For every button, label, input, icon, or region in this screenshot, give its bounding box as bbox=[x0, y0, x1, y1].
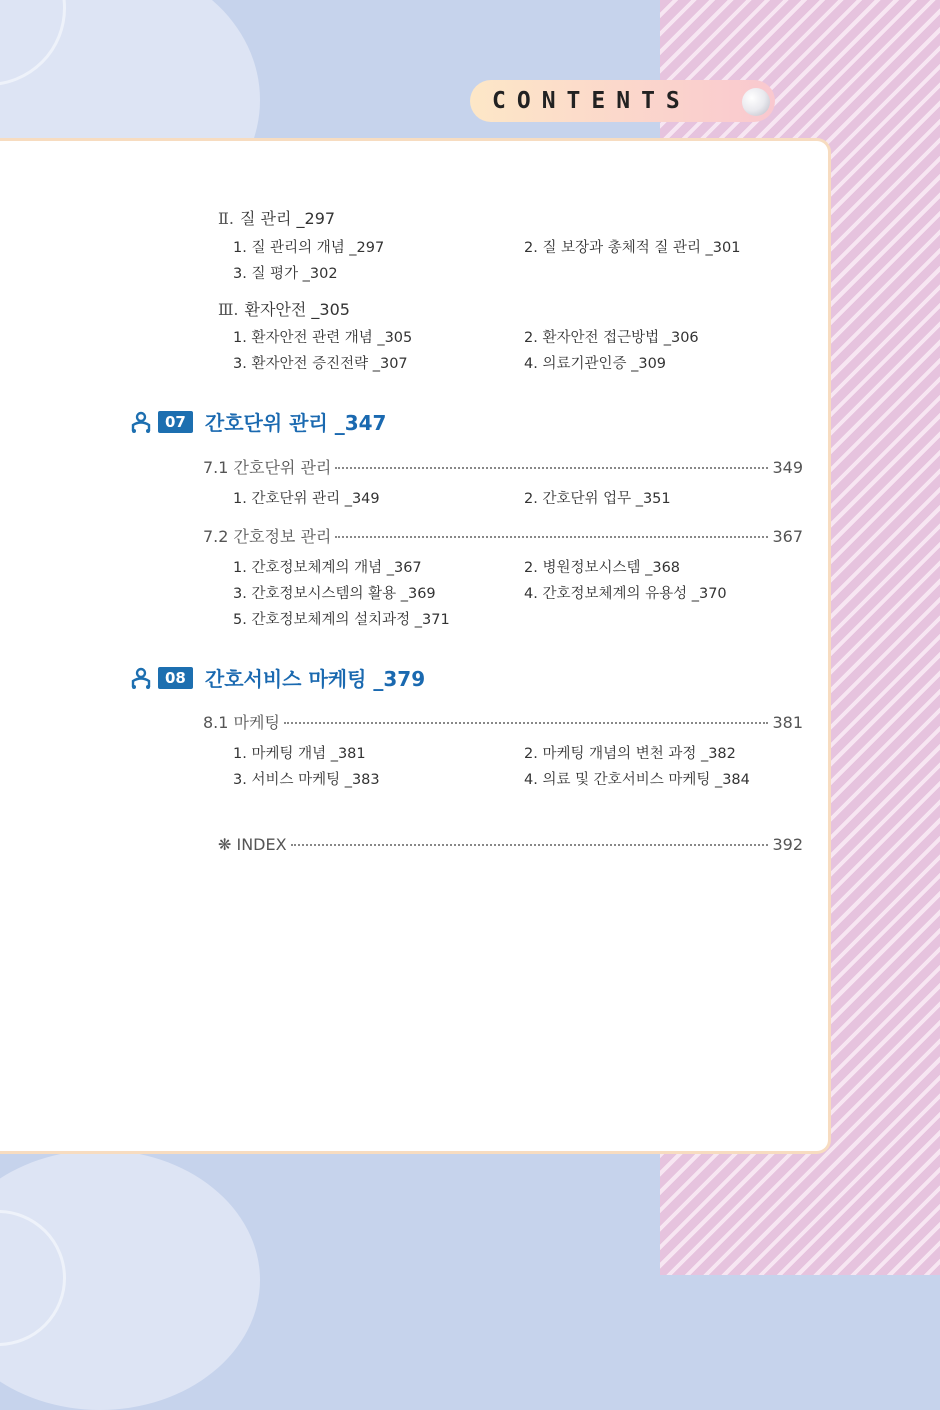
toc-item[interactable]: 2. 병원정보시스템 _368 bbox=[524, 560, 681, 576]
toc-item[interactable]: 2. 마케팅 개념의 변천 과정 _382 bbox=[524, 746, 736, 762]
chapter-heading[interactable] bbox=[130, 407, 386, 436]
chapter-number: 07 bbox=[158, 411, 193, 433]
chapter-title: 간호단위 관리 _347 bbox=[204, 411, 387, 435]
chapter-heading[interactable] bbox=[130, 663, 425, 692]
toc-item[interactable]: 1. 간호정보체계의 개념 _367 bbox=[233, 560, 422, 576]
toc-item[interactable]: 1. 마케팅 개념 _381 bbox=[233, 746, 366, 762]
chapter-title: 간호서비스 마케팅 _379 bbox=[204, 667, 426, 691]
leader-dots bbox=[335, 536, 768, 538]
section-heading[interactable]: Ⅱ. 질 관리 _297 bbox=[218, 209, 336, 228]
toc-section-row[interactable]: 7.1 간호단위 관리 349 bbox=[203, 458, 803, 477]
toc-item[interactable]: 3. 서비스 마케팅 _383 bbox=[233, 772, 380, 788]
toc-item[interactable]: 3. 환자안전 증진전략 _307 bbox=[233, 356, 408, 372]
toc-item[interactable]: 1. 질 관리의 개념 _297 bbox=[233, 240, 385, 256]
leader-dots bbox=[291, 844, 769, 846]
chapter-number: 08 bbox=[158, 667, 193, 689]
leader-dots bbox=[335, 467, 768, 469]
contents-title: CONTENTS bbox=[492, 88, 691, 114]
toc-item[interactable]: 1. 환자안전 관련 개념 _305 bbox=[233, 330, 413, 346]
toc-item[interactable]: 2. 간호단위 업무 _351 bbox=[524, 491, 671, 507]
toc-section-row[interactable]: 7.2 간호정보 관리 367 bbox=[203, 527, 803, 546]
toc-item[interactable]: 2. 질 보장과 총체적 질 관리 _301 bbox=[524, 240, 741, 256]
toc-item[interactable]: 4. 간호정보체계의 유용성 _370 bbox=[524, 586, 727, 602]
toc-index-row[interactable]: ❋ INDEX 392 bbox=[218, 835, 803, 854]
person-icon bbox=[130, 411, 152, 433]
toc-item[interactable]: 4. 의료기관인증 _309 bbox=[524, 356, 667, 372]
toc-item[interactable]: 1. 간호단위 관리 _349 bbox=[233, 491, 380, 507]
toc-item[interactable]: 3. 간호정보시스템의 활용 _369 bbox=[233, 586, 436, 602]
toc-item[interactable]: 5. 간호정보체계의 설치과정 _371 bbox=[233, 612, 450, 628]
toc-item[interactable]: 2. 환자안전 접근방법 _306 bbox=[524, 330, 699, 346]
toc-section-row[interactable]: 8.1 마케팅 381 bbox=[203, 713, 803, 732]
contents-header bbox=[470, 80, 775, 122]
section-heading[interactable]: Ⅲ. 환자안전 _305 bbox=[218, 300, 350, 319]
toc-item[interactable]: 3. 질 평가 _302 bbox=[233, 266, 338, 282]
pearl-icon bbox=[742, 88, 770, 116]
person-icon bbox=[130, 667, 152, 689]
toc-item[interactable]: 4. 의료 및 간호서비스 마케팅 _384 bbox=[524, 772, 750, 788]
contents-card bbox=[0, 138, 831, 1154]
leader-dots bbox=[284, 722, 769, 724]
